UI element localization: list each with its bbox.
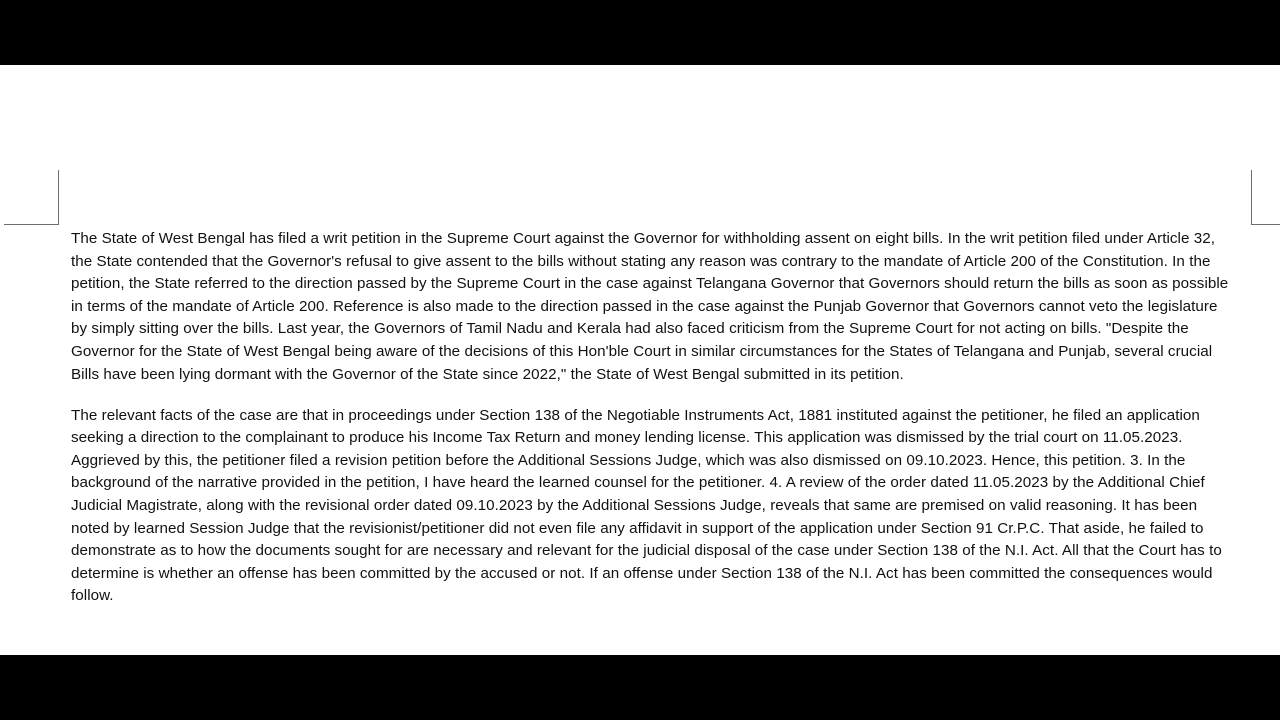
paragraph-1[interactable]: The State of West Bengal has filed a writ petition in the Supreme Court against the Governor for withholding assent on eight bills. In the writ petition filed under Article 32, the State contended that the Governor's refusal to give assent to the bills without stating any reason was contrary to the mandate of Article 200 of the Constitution. In the petition, the State referred to the direction passed by the Supreme Court in the case against Telangana Governor that Governors should return the bills as soon as possible in terms of the mandate of Article 200. Reference is also made to the direction passed in the case against the Punjab Governor that Governors cannot veto the legislature by simply sitting over the bills. Last year, the Governors of Tamil Nadu and Kerala had also faced criticism from the Supreme Court for not acting on bills. "Despite the Governor for the State of West Bengal being aware of the decisions of this Hon'ble Court in similar circumstances for the States of Telangana and Punjab, several crucial Bills have been lying dormant with the Governor of the State since 2022," the State of West Bengal submitted in its petition. bbox=[71, 230, 1229, 383]
paragraph-2[interactable]: The relevant facts of the case are that in proceedings under Section 138 of the Negotiable Instruments Act, 1881 instituted against the petitioner, he filed an application seeking a direction to the complainant to produce his Income Tax Return and money lending license. This application was dismissed by the trial court on 11.05.2023. Aggrieved by this, the petitioner filed a revision petition before the Additional Sessions Judge, which was also dismissed on 09.10.2023. Hence, this petition. 3. In the background of the narrative provided in the petition, I have heard the learned counsel for the petitioner. 4. A review of the order dated 11.05.2023 by the Additional Chief Judicial Magistrate, along with the revisional order dated 09.10.2023 by the Additional Sessions Judge, reveals that same are premised on valid reasoning. It has been noted by learned Session Judge that the revisionist/petitioner did not even file any affidavit in support of the application under Section 91 Cr.P.C. That aside, he failed to demonstrate as to how the documents sought for are necessary and relevant for the judicial disposal of the case under Section 138 of the N.I. Act. All that the Court has to determine is whether an offense has been committed by the accused or not. If an offense under Section 138 of the N.I. Act has been committed the consequences would follow. bbox=[71, 406, 1222, 605]
document-body[interactable] bbox=[71, 228, 1233, 627]
bottom-letterbox-bar bbox=[0, 655, 1280, 720]
margin-corner-mark-left bbox=[4, 170, 59, 225]
document-page[interactable] bbox=[0, 65, 1280, 655]
margin-corner-mark-right bbox=[1251, 170, 1280, 225]
top-letterbox-bar bbox=[0, 0, 1280, 65]
